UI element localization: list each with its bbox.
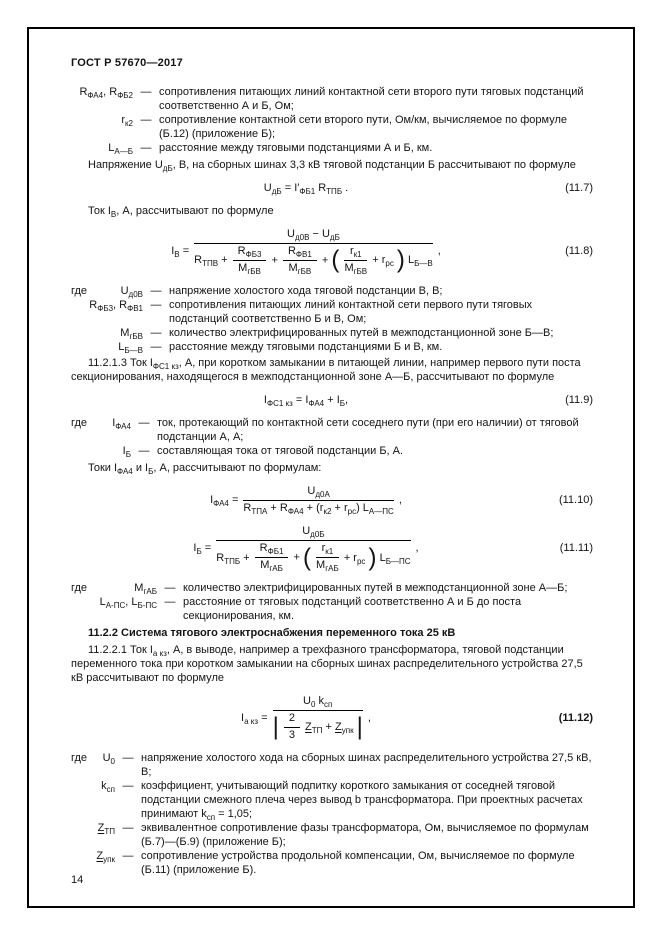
where-label: где: [71, 582, 88, 595]
document-header: ГОСТ Р 57670—2017: [71, 57, 183, 69]
term-description: эквивалентное сопротивление фазы трансформатора, Ом, вычисляемое по формулам (Б.7)—(Б.9) (приложение Б);: [141, 821, 589, 848]
abs-bar: |: [356, 712, 363, 741]
where-label: где: [71, 284, 88, 297]
formula-tail: ,: [437, 244, 441, 257]
open-paren: (: [331, 245, 340, 274]
term-dash: —: [150, 340, 162, 353]
formula-body: [71, 525, 541, 573]
term-dash: —: [164, 596, 176, 609]
paragraph-current-iv: Ток $I_В$, А, рассчитывают по формуле: [88, 204, 274, 219]
close-paren: ): [368, 542, 377, 572]
term-description: расстояние между тяговыми подстанциями А и Б, км.: [159, 141, 433, 154]
term-description: сопротивление контактной сети второго пути, Ом/км, вычисляемое по формуле (Б.12) (приложение Б);: [159, 113, 568, 140]
page-content: [71, 57, 593, 888]
paragraph-11-2-1-3: 11.2.1.3 Ток $I_{ФС1 кз}$, А, при коротком замыкании в питающей линии, например первого пути поста секционирования, находящегося в межподстанционной зоне А—Б, рассчитывают по формуле: [71, 357, 581, 384]
term-symbol: $L_{А—Б}$: [108, 141, 133, 157]
term-description: напряжение холостого хода тяговой подстанции В, В;: [169, 284, 443, 297]
term-symbol: $k_{сп}$: [101, 779, 115, 794]
formula-tail: ,: [415, 542, 419, 555]
term-symbol: где $U_0$: [71, 751, 115, 766]
term-dash: —: [150, 284, 162, 297]
where-label: где: [71, 417, 88, 430]
where-list-2: [71, 417, 593, 459]
term-dash: —: [164, 582, 176, 595]
equation-number: (11.10): [558, 493, 593, 506]
term-description: сопротивление устройства продольной компенсации, Ом, вычисляемое по формуле (Б.11) (приложение Б).: [141, 849, 575, 876]
section-heading-11-2-2: 11.2.2 Система тягового электроснабжения переменного тока 25 кВ: [88, 627, 456, 639]
fraction: $U_0$ $k_{сп}$ | $\frac{2}{3}$ $Z_{ТП} + Z_{упк}$ |: [272, 694, 363, 741]
formula-lhs: $I_В$ =: [171, 244, 190, 259]
term-description: составляющая тока от тяговой подстанции Б, А.: [157, 445, 404, 458]
formula-11-9: [71, 394, 593, 408]
term-description: сопротивления питающих линий контактной сети второго пути тяговых подстанций соответственно А и Б, Ом;: [159, 85, 584, 112]
term-dash: —: [150, 326, 162, 339]
term-dash: —: [122, 779, 134, 792]
term-dash: —: [122, 751, 134, 764]
term-symbol: $R_{ФА4}$, $R_{ФБ2}$: [79, 85, 133, 101]
equation-number: (11.12): [558, 711, 593, 724]
formula-body: [71, 228, 541, 276]
where-list-3: [71, 582, 593, 624]
open-paren: (: [302, 542, 311, 572]
formula-11-12: [71, 695, 593, 743]
page-number: 14: [71, 874, 84, 887]
formula-lhs: $I_{а кз}$ =: [241, 711, 268, 727]
term-dash: —: [138, 445, 150, 458]
term-dash: —: [150, 298, 162, 311]
term-description: сопротивления питающих линий контактной сети первого пути тяговых подстанций соответственно Б и В, Ом;: [169, 298, 533, 325]
formula-body: $I_{ФС1 кз} = I_{ФА4} + I_Б$,: [263, 394, 349, 409]
term-dash: —: [138, 417, 150, 430]
term-symbol: $L_{А-ПС}$, $L_{Б-ПС}$: [99, 596, 157, 611]
term-dash: —: [140, 113, 152, 126]
term-symbol: $Z_{ТП}$: [97, 821, 115, 836]
formula-tail: ,: [367, 711, 371, 724]
formula-11-10: [71, 485, 593, 516]
formula-lhs: $I_Б$ =: [193, 542, 212, 557]
formula-tail: ,: [398, 493, 402, 506]
term-description: расстояние от тяговых подстанций соответственно А и Б до поста секционирования, км.: [183, 596, 522, 623]
term-symbol: $r_{к2}$: [121, 113, 133, 129]
where-label: где: [71, 751, 88, 764]
term-symbol: $M_{гБВ}$: [120, 326, 143, 341]
where-list-1: [71, 285, 593, 355]
equation-number: (11.11): [559, 542, 593, 555]
term-description: ток, протекающий по контактной сети соседнего пути (при его наличии) от тяговой подстанции А, А;: [157, 417, 579, 444]
definition-list-top: [71, 86, 593, 156]
term-symbol: $R_{ФБ3}$, $R_{ФВ1}$: [89, 298, 143, 313]
term-description: количество электрифицированных путей в межподстанционной зоне Б—В;: [169, 326, 554, 339]
paragraph-voltage-busbars: Напряжение $U_{дБ}$, В, на сборных шинах 3,3 кВ тяговой подстанции Б рассчитывают по формуле: [88, 158, 576, 173]
term-symbol: $I_Б$: [122, 445, 131, 460]
equation-number: (11.7): [565, 181, 593, 194]
term-description: количество электрифицированных путей в межподстанционной зоне А—Б;: [183, 582, 568, 595]
fraction: $U_{д0Б}$ $R_{ТПБ}$ + $\frac{R_{ФБ1}}{M_{гАБ}}$ + ( $\frac{r_{к1}}{M_{гАБ}}$ + $r_{рс}$ ) $L_{Б—ПС}$: [216, 525, 411, 574]
abs-bar: |: [272, 712, 279, 741]
formula-lhs: $I_{ФА4}$ =: [210, 493, 239, 508]
equation-number: (11.9): [565, 394, 593, 407]
term-dash: —: [140, 85, 152, 98]
paragraph-currents-formulas: Токи $I_{ФА4}$ и $I_Б$, А, рассчитывают по формулам:: [88, 462, 322, 477]
fraction: $U_{д0В} - U_{дБ}$ $R_{ТПВ}$ + $\frac{R_{ФБ3}}{M_{гБВ}}$ + $\frac{R_{ФВ1}}{M_{гБВ}}$ + ( $\frac{r_{к1}}{M_{гБВ}}$ + $r_{рс}$ ) $L_{Б—В}$: [194, 227, 433, 276]
term-description: коэффициент, учитывающий подпитку короткого замыкания от соседней тяговой подстанции смежного плеча через вывод b трансформатора. При проектных расчетах принимают $k_{сп} = 1,05$;: [141, 779, 583, 822]
term-symbol: где $M_{гАБ}$: [71, 582, 157, 597]
formula-body: $U_{дБ} = I'_{ФБ1}$ $R_{ТПБ}$ .: [263, 181, 349, 196]
term-description: расстояние между тяговыми подстанциями Б и В, км.: [169, 340, 443, 353]
equation-number: (11.8): [565, 244, 593, 257]
formula-11-8: [71, 228, 593, 276]
term-dash: —: [122, 821, 134, 834]
term-symbol: где $I_{ФА4}$: [71, 417, 131, 432]
formula-body: [71, 485, 541, 516]
term-dash: —: [140, 141, 152, 154]
formula-11-7: [71, 182, 593, 196]
close-paren: ): [396, 245, 405, 274]
term-symbol: где $U_{д0В}$: [71, 284, 143, 299]
paragraph-11-2-2-1: 11.2.2.1 Ток $I_{а кз}$, А, в выводе, например а трехфазного трансформатора, тяговой подстанции переменного тока при коротком замыкании на сборных шинах распределительного устройства 27,5 кВ рассчитывают по формуле: [71, 643, 583, 684]
formula-body: [71, 695, 541, 743]
term-symbol: $Z_{упк}$: [96, 849, 115, 864]
formula-11-11: [71, 525, 593, 573]
term-description: напряжение холостого хода на сборных шинах распределительного устройства 27,5 кВ, В;: [141, 751, 592, 778]
term-symbol: $L_{Б—В}$: [118, 340, 143, 355]
page-border-frame: [27, 27, 635, 908]
term-dash: —: [122, 849, 134, 862]
fraction: $\frac{U_{д0А}}{R_{ТПА} + R_{ФА4} + (r_{к2} + r_{рс}) L_{А—ПС}}$: [243, 485, 394, 517]
where-list-4: [71, 752, 593, 878]
